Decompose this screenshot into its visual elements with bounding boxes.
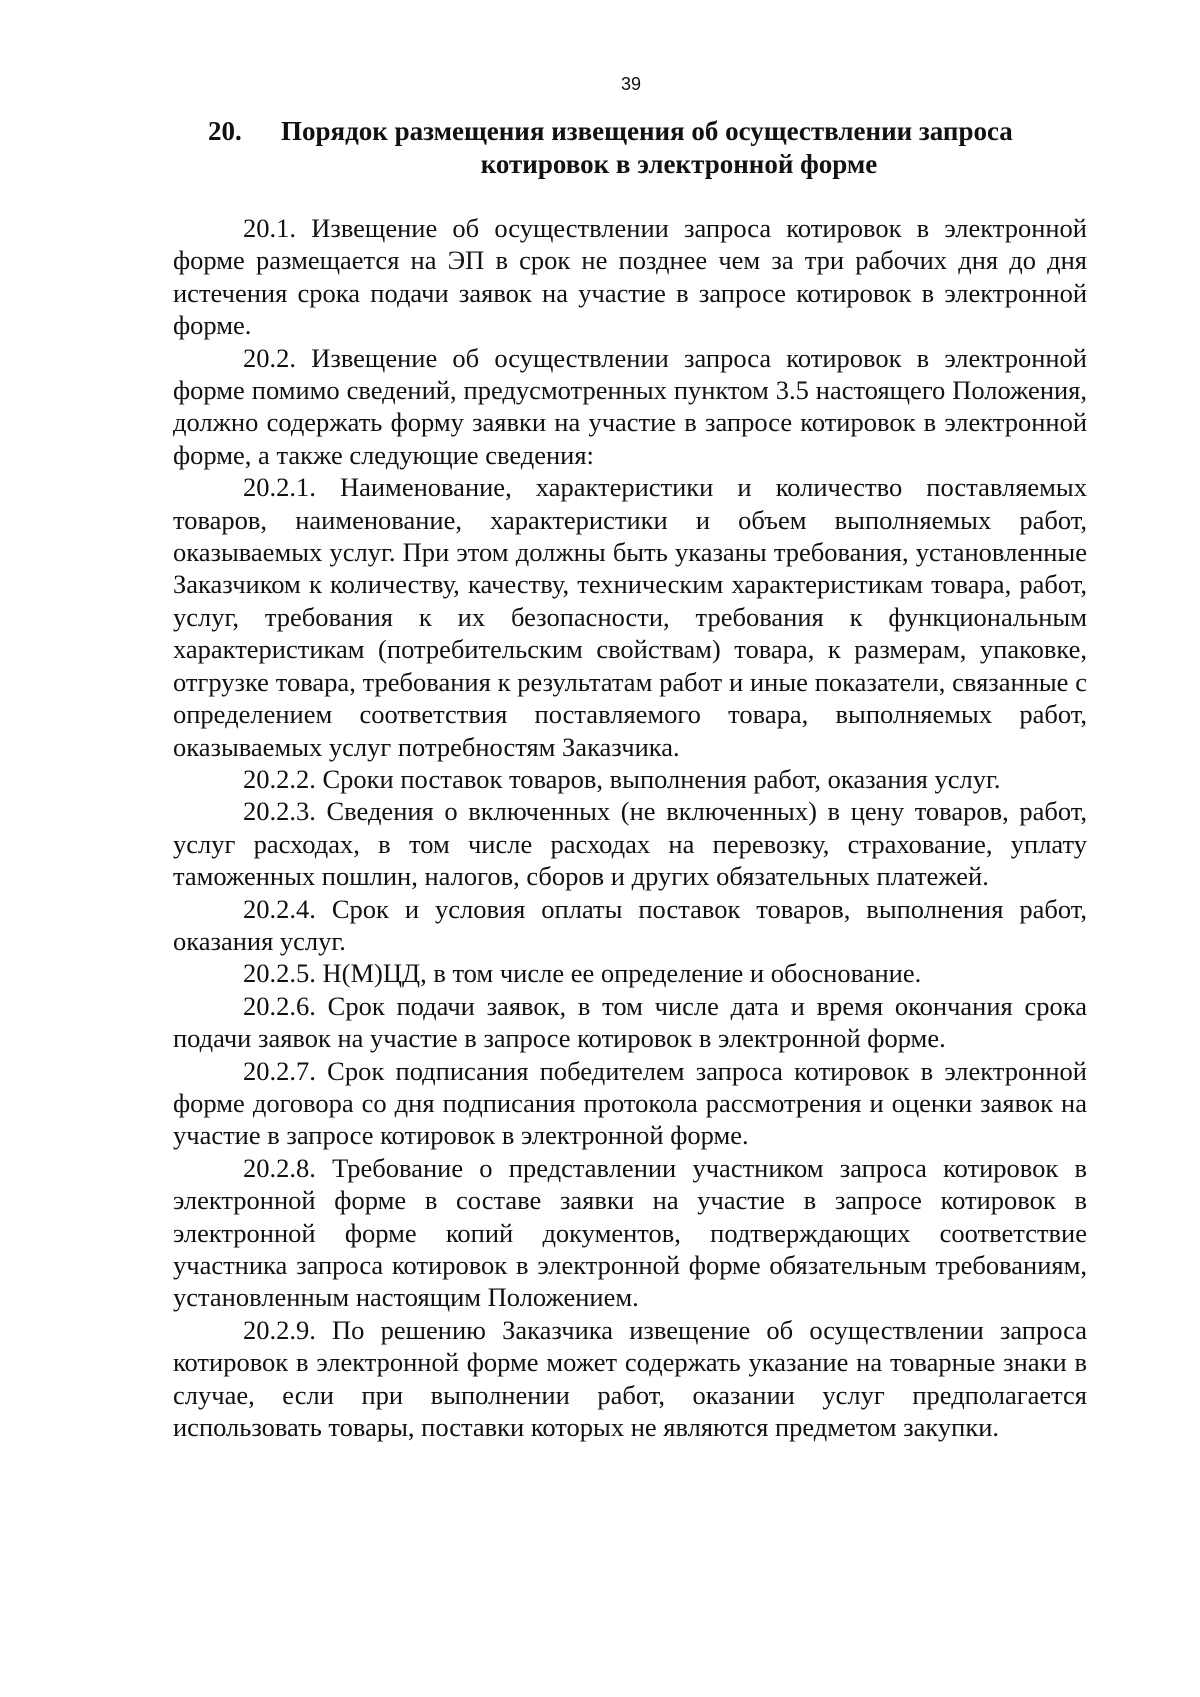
paragraph-20-2-9: 20.2.9. По решению Заказчика извещение об осуществлении запроса котировок в электронной форме может содержать указание на товарные знаки в случае, если при выполнении работ, оказании услуг предполагается использовать товары, поставки которых не являются предметом закупки.	[173, 1314, 1087, 1443]
page-number: 39	[620, 74, 642, 94]
paragraph-20-2-1: 20.2.1. Наименование, характеристики и количество поставляемых товаров, наименование, характеристики и объем выполняемых работ, оказываемых услуг. При этом должны быть указаны требования, установленные Заказчиком к количеству, качеству, техническим характеристикам товара, работ, услуг, требования к их безопасности, требования к функциональным характеристикам (потребительским свойствам) товара, к размерам, упаковке, отгрузке товара, требования к результатам работ и иные показатели, связанные с определением соответствия поставляемого товара, выполняемых работ, оказываемых услуг потребностям Заказчика.	[173, 472, 1087, 762]
paragraph-20-2-8: 20.2.8. Требование о представлении участником запроса котировок в электронной форме в составе заявки на участие в запросе котировок в электронной форме копий документов, подтверждающих соответствие участника запроса котировок в электронной форме обязательным требованиям, установленным настоящим Положением.	[173, 1152, 1087, 1313]
paragraph-20-1: 20.1. Извещение об осуществлении запроса котировок в электронной форме размещается на ЭП в срок не позднее чем за три рабочих дня до дня истечения срока подачи заявок на участие в запросе котировок в электронной форме.	[173, 213, 1087, 341]
section-title-line2: котировок в электронной форме	[480, 149, 878, 179]
paragraph-20-2-5: 20.2.5. Н(М)ЦД, в том числе ее определение и обоснование.	[243, 958, 922, 989]
section-title-line1: Порядок размещения извещения об осуществлении запроса	[281, 116, 1013, 146]
paragraph-20-2-2: 20.2.2. Сроки поставок товаров, выполнения работ, оказания услуг.	[243, 763, 1001, 794]
paragraph-20-2-4: 20.2.4. Срок и условия оплаты поставок товаров, выполнения работ, оказания услуг.	[173, 893, 1087, 956]
paragraph-20-2: 20.2. Извещение об осуществлении запроса котировок в электронной форме помимо сведений, предусмотренных пунктом 3.5 настоящего Положения, должно содержать форму заявки на участие в запросе котировок в электронной форме, а также следующие сведения:	[173, 342, 1087, 470]
section-number: 20.	[208, 116, 242, 146]
paragraph-20-2-6: 20.2.6. Срок подачи заявок, в том числе дата и время окончания срока подачи заявок на участие в запросе котировок в электронной форме.	[173, 990, 1087, 1054]
paragraph-20-2-7: 20.2.7. Срок подписания победителем запроса котировок в электронной форме договора со дня подписания протокола рассмотрения и оценки заявок на участие в запросе котировок в электронной форме.	[173, 1055, 1087, 1151]
paragraph-20-2-3: 20.2.3. Сведения о включенных (не включенных) в цену товаров, работ, услуг расходах, в том числе расходах на перевозку, страхование, уплату таможенных пошлин, налогов, сборов и других обязательных платежей.	[173, 796, 1087, 892]
section-body	[173, 212, 1087, 1443]
